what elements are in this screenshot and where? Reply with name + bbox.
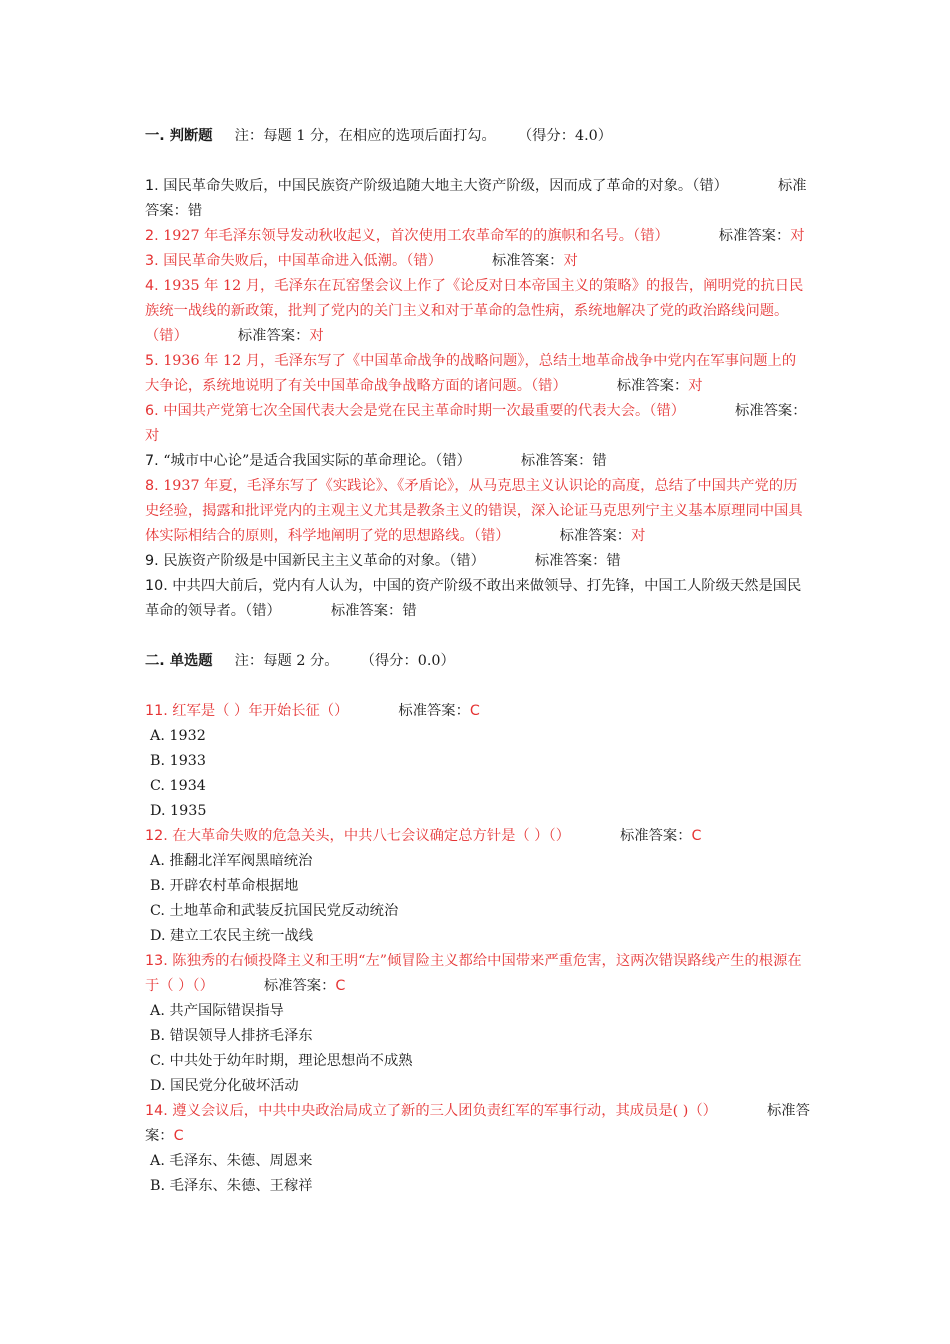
answer-value: 对 <box>309 328 324 344</box>
answer-label: 标准答案： <box>398 703 470 719</box>
answer-label: 标准答案： <box>559 528 632 544</box>
question-text: 红军是（ ）年开始长征（） <box>172 703 349 719</box>
section-note: 注：每题 2 分。 <box>234 653 339 669</box>
selected-mark: （错） <box>473 528 510 544</box>
true-false-question <box>145 449 810 474</box>
answer-value: 错 <box>402 603 417 619</box>
question-text: 陈独秀的右倾投降主义和王明“左”倾冒险主义都给中国带来严重危害，这两次错误路线产生的根源在于（ ）（） <box>145 953 802 994</box>
selected-mark: （错） <box>633 228 669 244</box>
answer-option: C. 中共处于幼年时期，理论思想尚不成熟 <box>150 1053 413 1069</box>
true-false-question <box>145 174 810 224</box>
true-false-question <box>145 574 810 624</box>
answer-label: 标准答案： <box>145 178 807 219</box>
answer-value: 对 <box>145 428 160 444</box>
answer-value: 对 <box>790 228 805 244</box>
answer-label: 标准答案： <box>263 978 336 994</box>
answer-option: B. 1933 <box>150 753 206 769</box>
section-title: 二. 单选题 <box>145 653 213 669</box>
answer-option: C. 1934 <box>150 778 206 794</box>
question-number: 4. <box>145 278 159 294</box>
true-false-question <box>145 224 810 249</box>
answer-option: B. 开辟农村革命根据地 <box>150 878 299 894</box>
single-choice-question <box>145 824 810 849</box>
single-choice-question-list <box>145 699 810 1199</box>
selected-mark: （错） <box>531 378 567 394</box>
question-number: 8. <box>145 478 159 494</box>
question-number: 9. <box>145 553 159 569</box>
answer-label: 标准答案： <box>534 553 607 569</box>
question-number: 12. <box>145 828 168 844</box>
selected-mark: （错） <box>406 253 442 269</box>
question-text: 中共四大前后，党内有人认为，中国的资产阶级不敢出来做领导、打先锋，中国工人阶级天然是国民革命的领导者。 <box>145 578 802 619</box>
answer-option: A. 毛泽东、朱德、周恩来 <box>150 1153 313 1169</box>
selected-mark: （错） <box>649 403 686 419</box>
single-choice-question <box>145 949 810 999</box>
question-number: 13. <box>145 953 168 969</box>
question-number: 11. <box>145 703 168 719</box>
answer-option: D. 建立工农民主统一战线 <box>150 928 314 944</box>
answer-label: 标准答案： <box>145 1103 810 1144</box>
answer-option: A. 1932 <box>150 728 206 744</box>
answer-label: 标准答案： <box>718 228 791 244</box>
section-note: 注：每题 1 分，在相应的选项后面打勾。 <box>234 128 496 144</box>
question-text: 在大革命失败的危急关头，中共八七会议确定总方针是（ ）（） <box>172 828 571 844</box>
answer-value: C <box>469 703 480 719</box>
question-text: 国民革命失败后，中国民族资产阶级追随大地主大资产阶级，因而成了革命的对象。 <box>163 178 693 194</box>
question-text: 1937 年夏，毛泽东写了《实践论》、《矛盾论》，从马克思主义认识论的高度，总结了中国共产党的历史经验，揭露和批评党内的主观主义尤其是教条主义的错误，深入论证马克思列宁主义基本原理同中国具体实际相结合的原则，科学地阐明了党的思想路线。 <box>145 478 803 544</box>
question-number: 1. <box>145 178 159 194</box>
answer-value: 错 <box>187 203 203 219</box>
question-number: 14. <box>145 1103 168 1119</box>
answer-value: 对 <box>563 253 578 269</box>
answer-option: D. 国民党分化破坏活动 <box>150 1078 299 1094</box>
question-text: 民族资产阶级是中国新民主主义革命的对象。 <box>163 553 450 569</box>
section-header-single-choice <box>145 649 810 674</box>
question-text: “城市中心论”是适合我国实际的革命理论。 <box>163 453 436 469</box>
question-number: 2. <box>145 228 159 244</box>
answer-value: 对 <box>631 528 646 544</box>
question-text: 1927 年毛泽东领导发动秋收起义，首次使用工农革命军的的旗帜和名号。 <box>163 228 634 244</box>
question-text: 中国共产党第七次全国代表大会是党在民主革命时期一次最重要的代表大会。 <box>163 403 650 419</box>
answer-label: 标准答案： <box>735 403 807 419</box>
exam-page <box>145 124 810 1199</box>
answer-label: 标准答案： <box>616 378 689 394</box>
question-text: 1935 年 12 月，毛泽东在瓦窑堡会议上作了《论反对日本帝国主义的策略》的报告，阐明党的抗日民族统一战线的新政策，批判了党内的关门主义和对于革命的急性病，系统地解决了党的政治路线问题。 <box>145 278 804 319</box>
section-header-true-false <box>145 124 810 149</box>
answer-value: C <box>173 1128 184 1144</box>
section-score: （得分：0.0） <box>360 653 455 669</box>
answer-value: C <box>691 828 702 844</box>
question-number: 5. <box>145 353 159 369</box>
selected-mark: （错） <box>435 453 471 469</box>
question-number: 3. <box>145 253 159 269</box>
true-false-question <box>145 349 810 399</box>
question-number: 10. <box>145 578 168 594</box>
question-text: 国民革命失败后，中国革命进入低潮。 <box>163 253 407 269</box>
true-false-question <box>145 274 810 349</box>
answer-option: C. 土地革命和武装反抗国民党反动统治 <box>150 903 399 919</box>
true-false-question <box>145 399 810 449</box>
answer-option: B. 毛泽东、朱德、王稼祥 <box>150 1178 313 1194</box>
answer-value: 错 <box>592 453 607 469</box>
answer-value: 对 <box>688 378 703 394</box>
true-false-question <box>145 249 810 274</box>
question-number: 7. <box>145 453 159 469</box>
answer-option: A. 共产国际错误指导 <box>150 1003 284 1019</box>
section-title: 一. 判断题 <box>145 128 213 144</box>
answer-option: A. 推翻北洋军阀黑暗统治 <box>150 853 313 869</box>
answer-label: 标准答案： <box>237 328 310 344</box>
answer-option: B. 错误领导人排挤毛泽东 <box>150 1028 313 1044</box>
answer-label: 标准答案： <box>620 828 692 844</box>
selected-mark: （错） <box>692 178 728 194</box>
answer-label: 标准答案： <box>492 253 564 269</box>
single-choice-question <box>145 699 810 724</box>
answer-option: D. 1935 <box>150 803 207 819</box>
answer-value: C <box>335 978 346 994</box>
single-choice-question <box>145 1099 810 1149</box>
true-false-question <box>145 549 810 574</box>
selected-mark: （错） <box>145 328 188 344</box>
answer-label: 标准答案： <box>330 603 403 619</box>
selected-mark: （错） <box>449 553 485 569</box>
question-number: 6. <box>145 403 159 419</box>
answer-value: 错 <box>606 553 621 569</box>
question-text: 1936 年 12 月，毛泽东写了《中国革命战争的战略问题》，总结土地革命战争中党内在军事问题上的大争论，系统地说明了有关中国革命战争战略方面的诸问题。 <box>145 353 797 394</box>
section-score: （得分：4.0） <box>517 128 613 144</box>
true-false-question-list <box>145 174 810 624</box>
selected-mark: （错） <box>245 603 281 619</box>
true-false-question <box>145 474 810 549</box>
question-text: 遵义会议后，中共中央政治局成立了新的三人团负责红军的军事行动，其成员是( )（） <box>172 1103 717 1119</box>
answer-label: 标准答案： <box>520 453 593 469</box>
